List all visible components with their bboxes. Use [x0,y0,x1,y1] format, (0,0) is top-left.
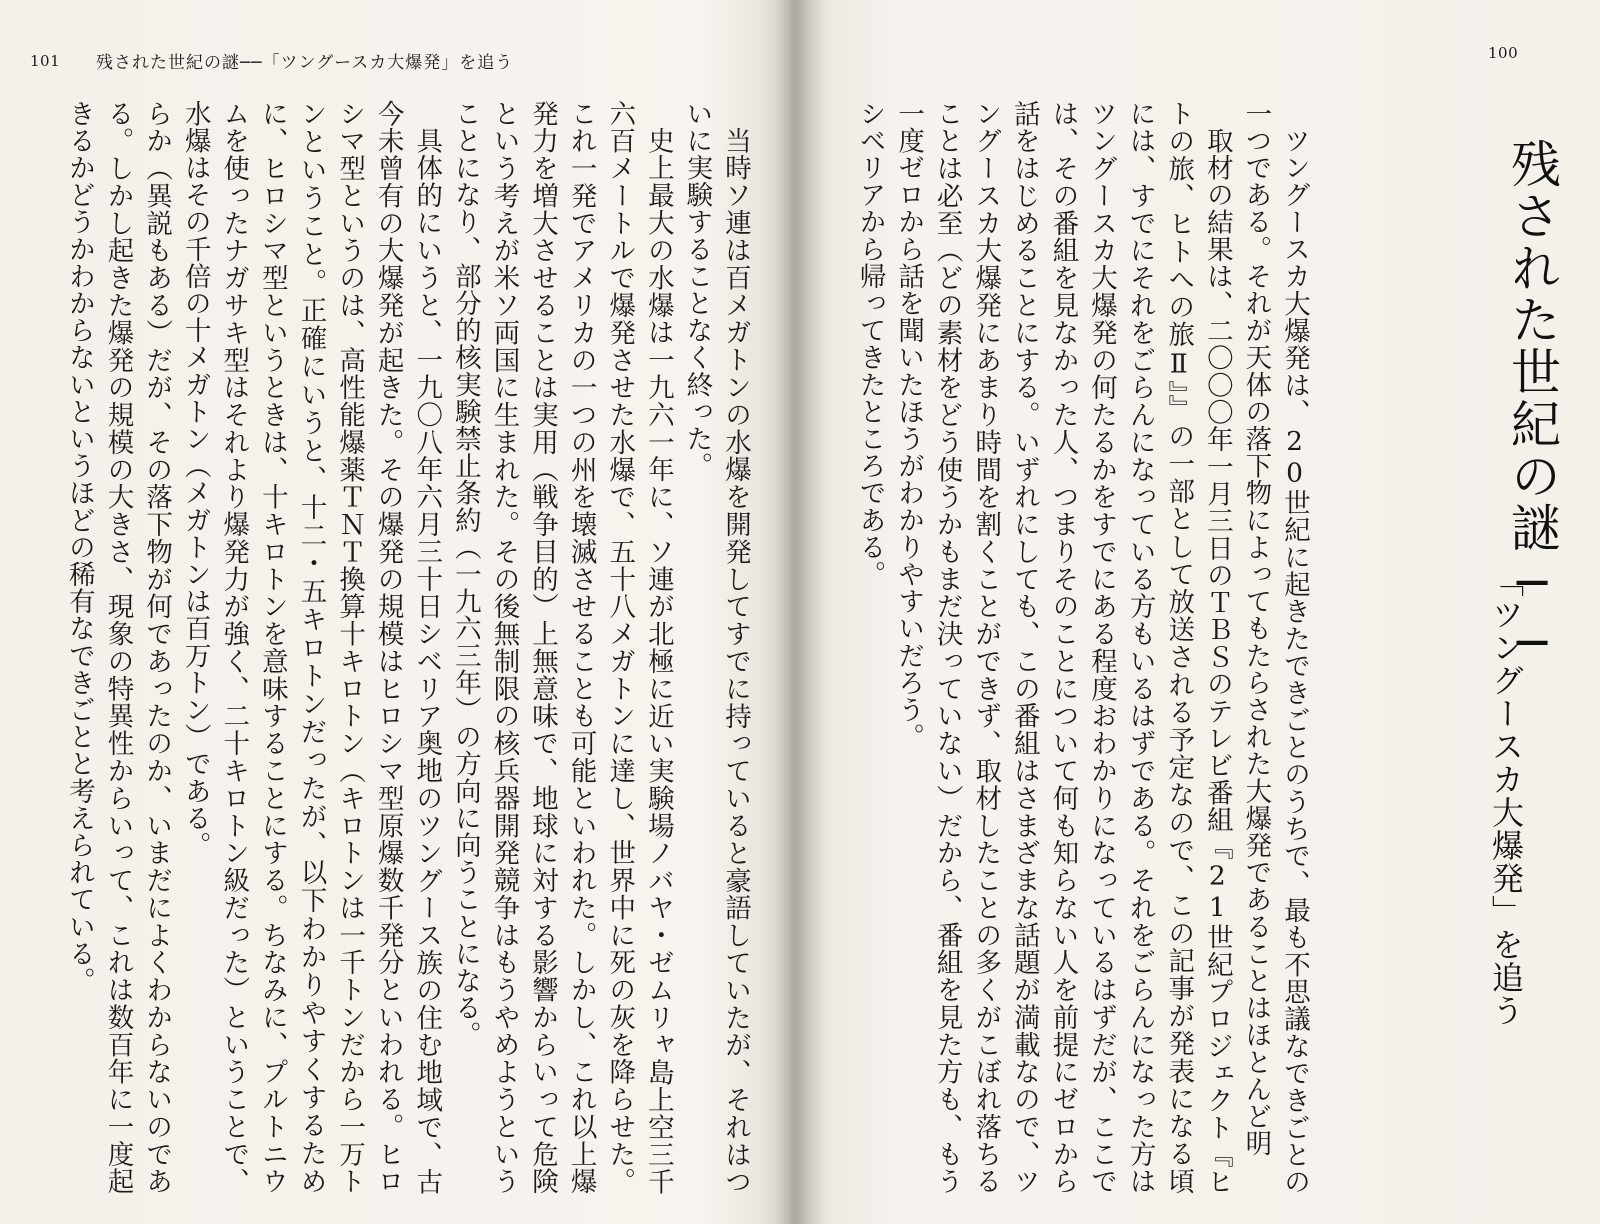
right-paragraph-2: 取材の結果は、二〇〇〇年一月三日のＴＢＳのテレビ番組『21世紀プロジェクト『ヒトの旅、ヒトへの旅Ⅱ』』の一部として放送される予定なので、この記事が発表になる頃には、すでにそれをごらんになっている方もいるはずである。それをごらんになった方はツングースカ大爆発の何たるかをすでにある程度おわかりになっているはずだが、ここでは、その番組を見なかった人、つまりそのことについて何も知らない人を前提にゼロから話をはじめることにする。いずれにしても、この番組はさまざまな話題が満載なので、ツングースカ大爆発にあまり時間を割くことができず、取材したことの多くがこぼれ落ちることは必至（どの素材をどう使うかもまだ決っていない）だから、番組を見た方も、もう一度ゼロから話を聞いたほうがわかりやすいだろう。 [893,100,1233,1195]
right-page-number: 100 [1488,44,1519,62]
left-page-body [44,100,754,1195]
chapter-title: 残された世紀の謎── [1503,138,1561,674]
chapter-subtitle: 「ツングースカ大爆発」を追う [1487,565,1525,1027]
running-head: 残された世紀の謎──「ツングースカ大爆発」を追う [96,53,514,73]
left-paragraph-4: 当時ソ連は百メガトンの水爆を開発してすでに持っていると豪語していたが、それはついに実験することなく終った。 [681,100,751,1195]
right-paragraph-1: シベリアから帰ってきたところである。 [854,100,886,588]
right-paragraph-3: ツングースカ大爆発は、20世紀に起きたできごとのうちで、最も不思議なできごとの一つである。それが天体の落下物によってもたらされた大爆発であることはほとんど明 [1240,100,1310,1195]
left-page-number: 101 [30,52,61,70]
right-page-body [854,100,1313,1195]
left-paragraph-3: 史上最大の水爆は一九六一年に、ソ連が北極に近い実験場ノバヤ・ゼムリャ島上空三千六百メートルで爆発させた水爆で、五十八メガトンに達し、世界中に死の灰を降らせた。これ一発でアメリカの一つの州を壊滅させることも可能といわれた。しかし、これ以上爆発力を増大させることは実用（戦争目的）上無意味で、地球に対する影響からいって危険という考えが米ソ両国に生まれた。その後無制限の核兵器開発競争はもうやめようということになり、部分的核実験禁止条約（一九六三年）の方向に向うことになる。 [449,100,674,1195]
book-gutter [760,0,830,1224]
left-paragraph-1: らか（異説もある）だが、その落下物が何であったのか、いまだによくわからないのである。しかし起きた爆発の規模の大きさ、現象の特異性からいって、これは数百年に一度起きるかどうかわからないというほどの稀有なできごとと考えられている。 [63,100,173,1195]
left-paragraph-2: 具体的にいうと、一九〇八年六月三十日シベリア奥地のツングース族の住む地域で、古今未曾有の大爆発が起きた。その爆発の規模はヒロシマ型原爆数千発分といわれる。ヒロシマ型というのは、高性能爆薬ＴＮＴ換算十キロトン（キロトンは一千トンだから一万トンということ。正確にいうと、十二・五キロトンだったが、以下わかりやすくするために、ヒロシマ型というときは、十キロトンを意味することにする。ちなみに、プルトニウムを使ったナガサキ型はそれより爆発力が強く、二十キロトン級だった）ということで、水爆はその千倍の十メガトン（メガトンは百万トン）である。 [179,100,443,1195]
